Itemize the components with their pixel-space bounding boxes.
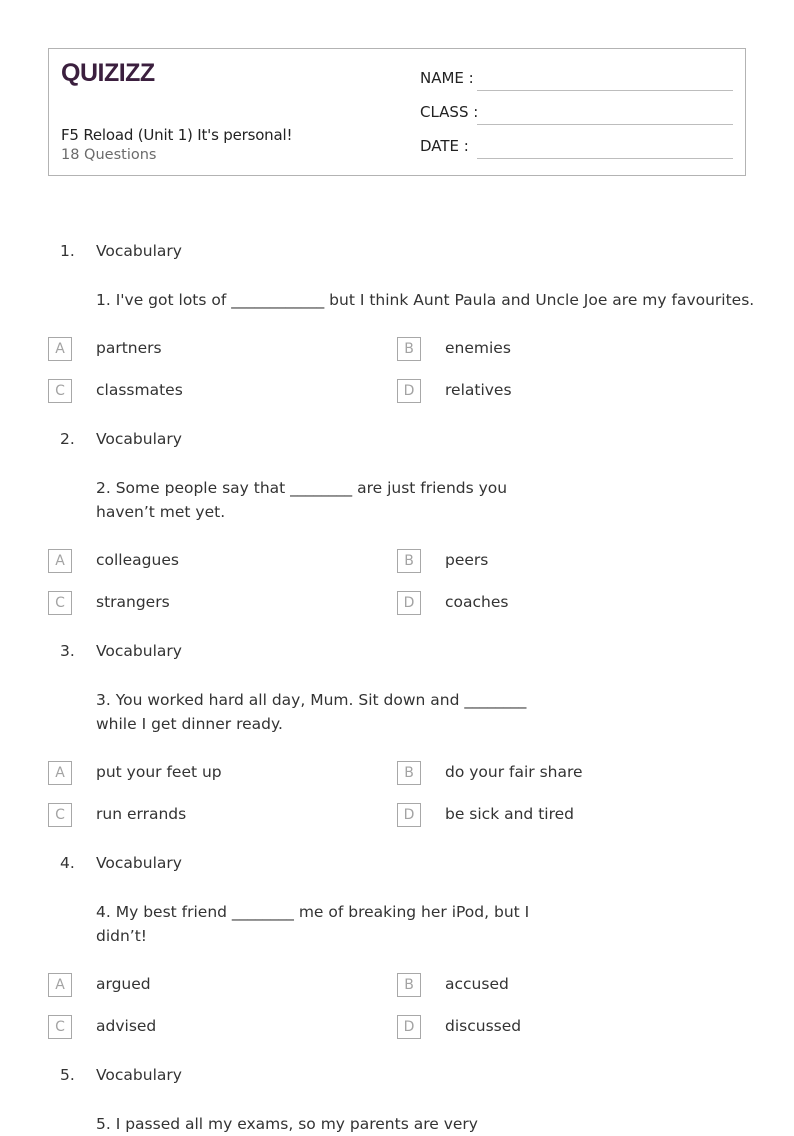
question-text-line: 3. You worked hard all day, Mum. Sit down and ________ <box>96 691 527 709</box>
option-box[interactable]: D <box>397 591 421 615</box>
question-text <box>96 688 526 736</box>
question-text-line: 1. I've got lots of ____________ but I think Aunt Paula and Uncle Joe are my favourites. <box>96 291 755 309</box>
option-text: classmates <box>96 381 183 399</box>
question-topic: Vocabulary <box>96 642 182 660</box>
name-line[interactable] <box>477 90 733 91</box>
worksheet-header <box>48 48 746 176</box>
option-box[interactable]: C <box>48 591 72 615</box>
question-topic: Vocabulary <box>96 430 182 448</box>
option-text: run errands <box>96 805 187 823</box>
option-box[interactable]: B <box>397 549 421 573</box>
question-text <box>96 900 529 948</box>
option-box[interactable]: A <box>48 973 72 997</box>
option-box[interactable]: D <box>397 1015 421 1039</box>
option-box[interactable]: D <box>397 379 421 403</box>
option-text: advised <box>96 1017 157 1035</box>
quizizz-logo <box>61 59 153 87</box>
question-text <box>96 288 754 312</box>
option-box[interactable]: A <box>48 549 72 573</box>
option-box[interactable]: C <box>48 379 72 403</box>
date-line[interactable] <box>477 158 733 159</box>
option-text: strangers <box>96 593 170 611</box>
svg-text:QUIZIZZ: QUIZIZZ <box>61 59 155 87</box>
option-box[interactable]: A <box>48 761 72 785</box>
question-topic: Vocabulary <box>96 242 182 260</box>
question-number: 3. <box>60 642 75 660</box>
option-text: argued <box>96 975 151 993</box>
question-text-line: while I get dinner ready. <box>96 715 283 733</box>
option-box[interactable]: B <box>397 761 421 785</box>
question-topic: Vocabulary <box>96 1066 182 1084</box>
question-text <box>96 1112 478 1133</box>
option-text: partners <box>96 339 162 357</box>
question-text-line: didn’t! <box>96 927 148 945</box>
option-text: colleagues <box>96 551 179 569</box>
name-label: NAME : <box>420 69 474 87</box>
option-box[interactable]: B <box>397 337 421 361</box>
option-text: put your feet up <box>96 763 222 781</box>
question-text-line: 2. Some people say that ________ are just friends you <box>96 479 508 497</box>
question-text-line: haven’t met yet. <box>96 503 226 521</box>
question-number: 2. <box>60 430 75 448</box>
option-text: be sick and tired <box>445 805 574 823</box>
option-box[interactable]: C <box>48 1015 72 1039</box>
option-box[interactable]: C <box>48 803 72 827</box>
option-text: relatives <box>445 381 512 399</box>
option-text: coaches <box>445 593 509 611</box>
date-label: DATE : <box>420 137 469 155</box>
question-count: 18 Questions <box>61 147 157 163</box>
option-text: discussed <box>445 1017 522 1035</box>
question-number: 5. <box>60 1066 75 1084</box>
question-number: 1. <box>60 242 75 260</box>
question-number: 4. <box>60 854 75 872</box>
option-box[interactable]: D <box>397 803 421 827</box>
option-text: peers <box>445 551 489 569</box>
question-text-line: 4. My best friend ________ me of breaking her iPod, but I <box>96 903 530 921</box>
option-text: enemies <box>445 339 511 357</box>
question-text-line: 5. I passed all my exams, so my parents are very <box>96 1115 478 1133</box>
option-box[interactable]: A <box>48 337 72 361</box>
option-text: accused <box>445 975 509 993</box>
class-label: CLASS : <box>420 103 479 121</box>
class-line[interactable] <box>477 124 733 125</box>
question-topic: Vocabulary <box>96 854 182 872</box>
question-text <box>96 476 507 524</box>
option-text: do your fair share <box>445 763 583 781</box>
worksheet-title: F5 Reload (Unit 1) It's personal! <box>61 126 293 144</box>
option-box[interactable]: B <box>397 973 421 997</box>
